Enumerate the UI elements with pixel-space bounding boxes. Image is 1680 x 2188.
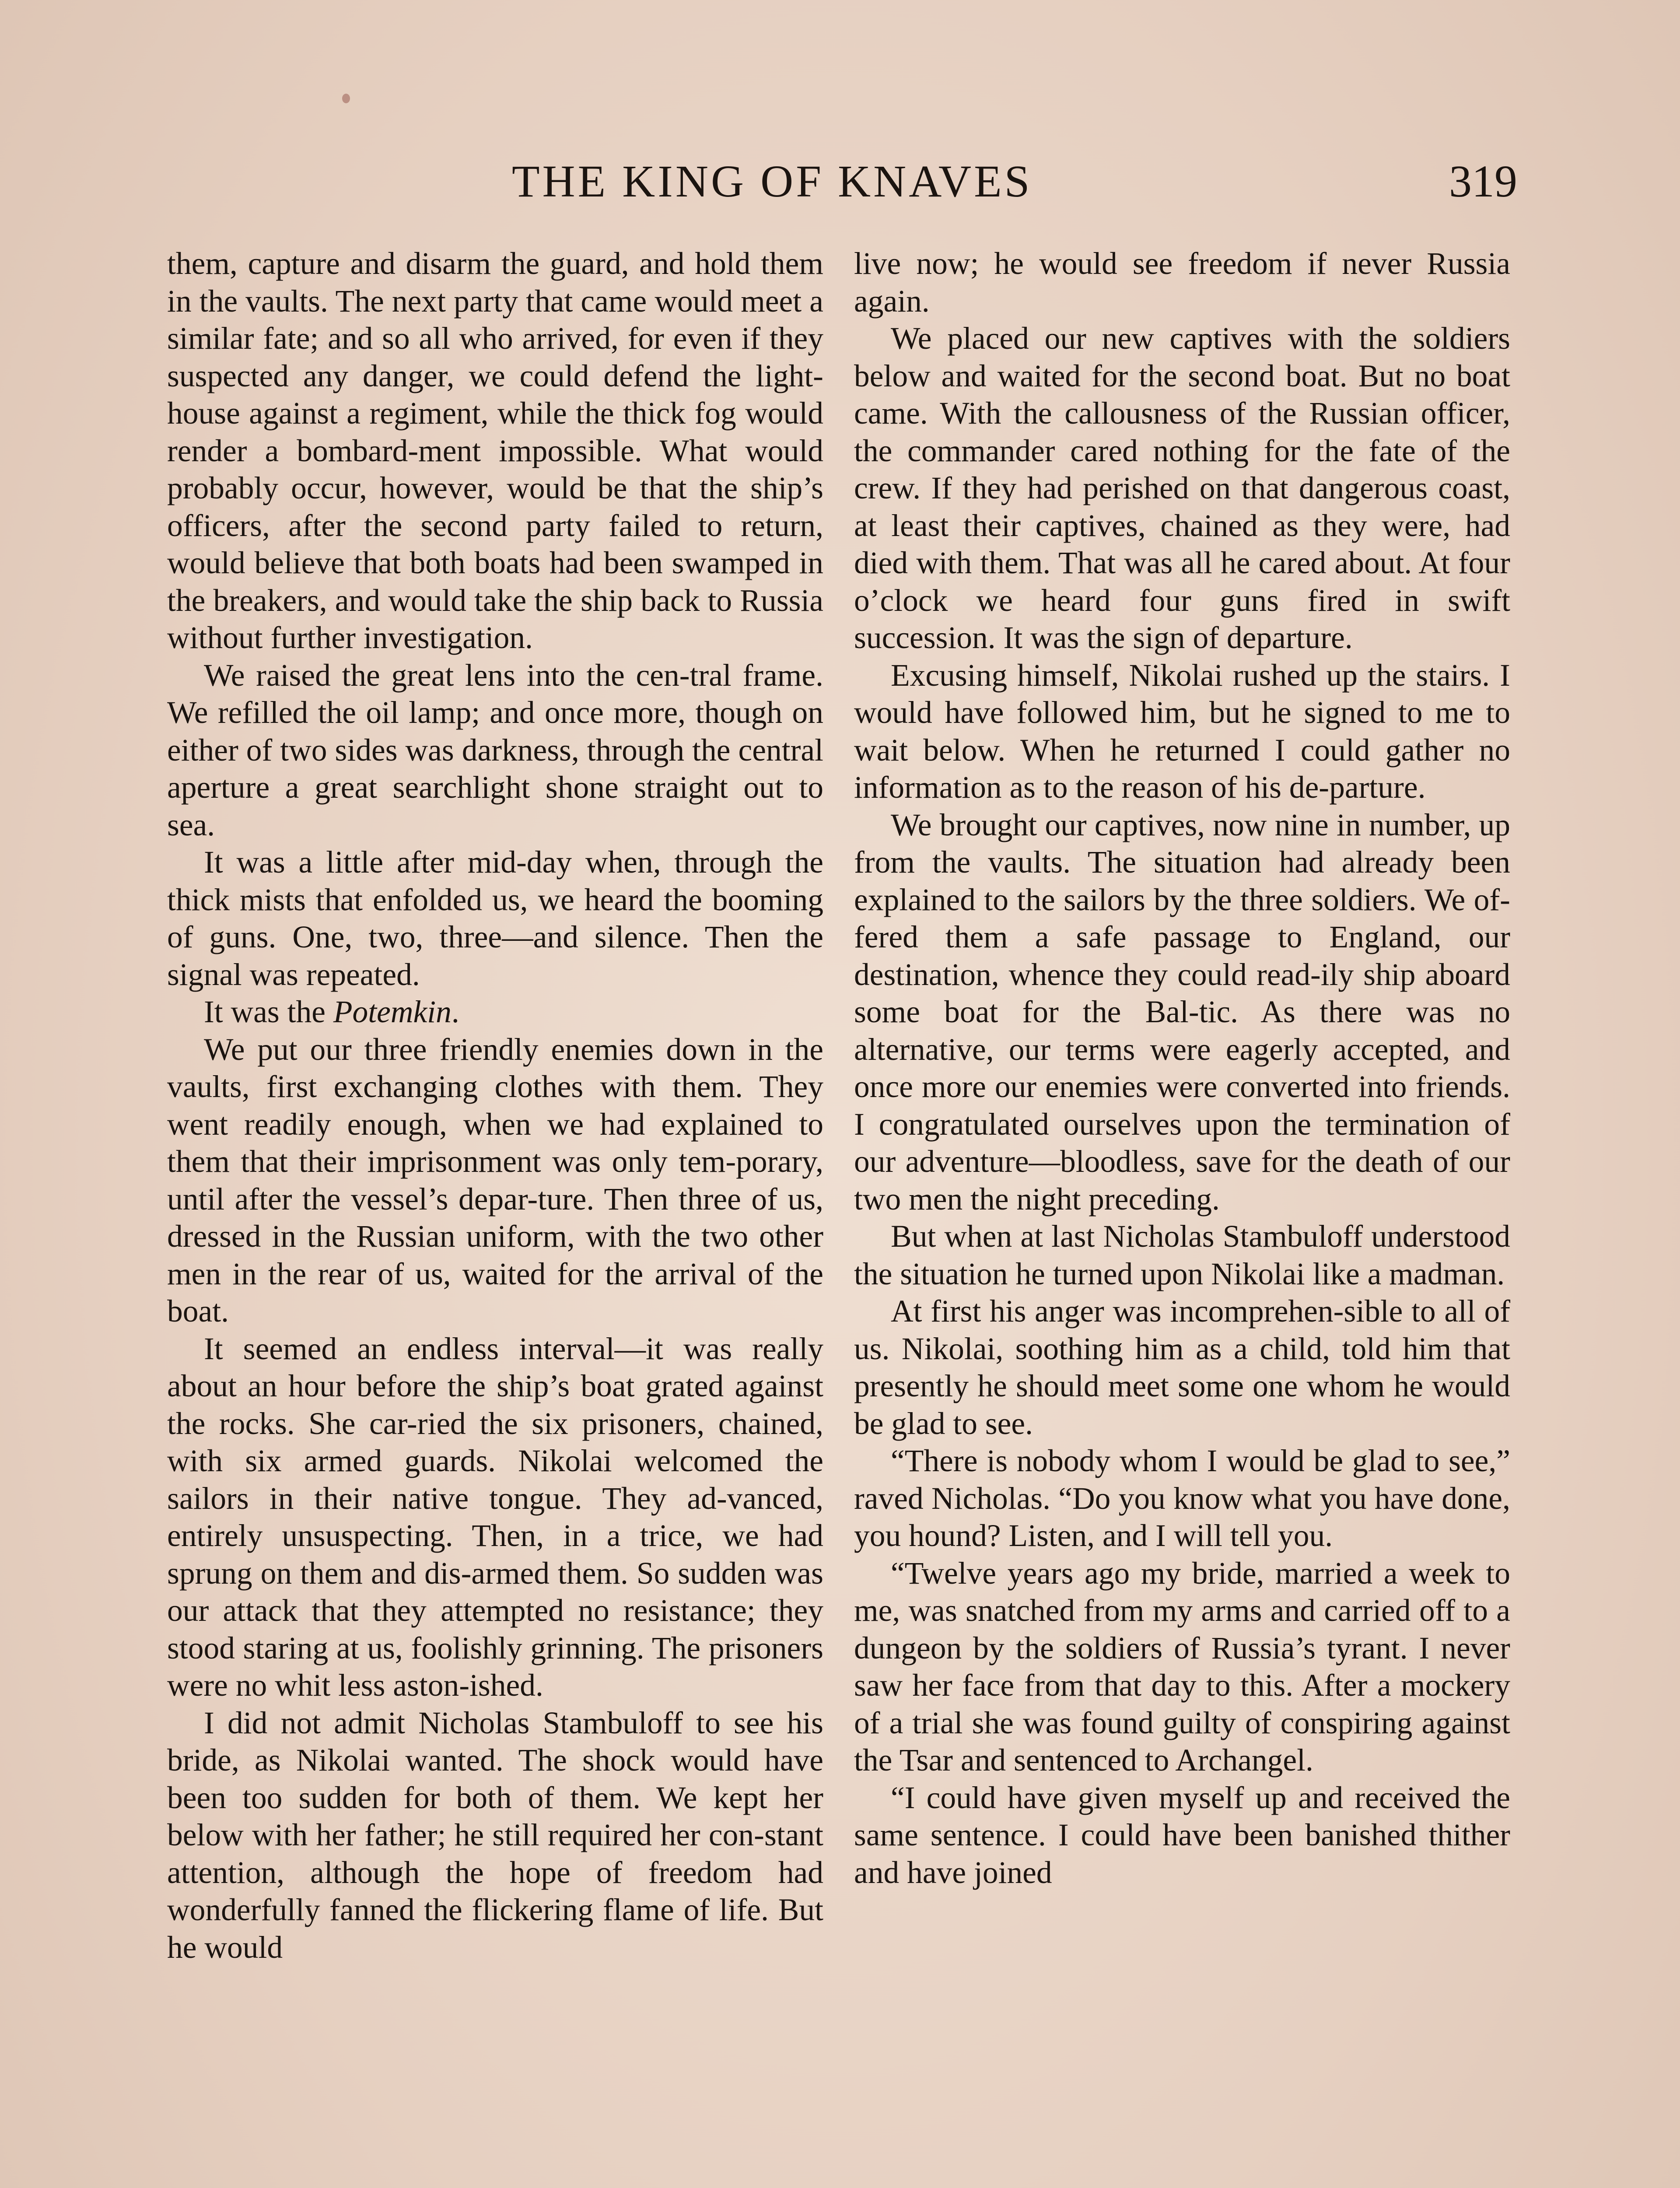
page-number: 319 (1449, 156, 1517, 207)
paragraph: At first his anger was incomprehen-sible to all of us. Nikolai, soothing him as a child, told him that presently he should meet some one whom he would be glad to see. (854, 1294, 1510, 1441)
paragraph: We placed our new captives with the soldiers below and waited for the second boat. But no boat came. With the callousness of the Russian officer, the commander cared nothing for the fate of the crew. If they had perished on that dangerous coast, at least their captives, chained as they were, had died with them. That was all he cared about. At four o’clock we heard four guns fired in swift succession. It was the sign of departure. (854, 321, 1510, 655)
paragraph: But when at last Nicholas Stambuloff understood the situation he turned upon Nikolai like a madman. (854, 1219, 1510, 1291)
paragraph: I did not admit Nicholas Stambuloff to see his bride, as Nikolai wanted. The shock would have been too sudden for both of them. We kept her below with her father; he still required her con-stant attention, although the hope of freedom had wonderfully fanned the flickering flame of life. But he would (167, 1705, 823, 1965)
paragraph: live now; he would see freedom if never Russia again. (854, 246, 1510, 319)
page-header (0, 155, 1680, 217)
paragraph: “Twelve years ago my bride, married a week to me, was snatched from my arms and carried off to a dungeon by the soldiers of Russia’s tyrant. I never saw her face from that day to this. After a mockery of a trial she was found guilty of conspiring against the Tsar and sentenced to Archangel. (854, 1556, 1510, 1778)
paragraph: It was a little after mid-day when, through the thick mists that enfolded us, we heard the booming of guns. One, two, three—and silence. Then the signal was repeated. (167, 845, 823, 992)
running-head: THE KING OF KNAVES (512, 156, 1032, 207)
paragraph: It seemed an endless interval—it was really about an hour before the ship’s boat grated against the rocks. She car-ried the six prisoners, chained, with six armed guards. Nikolai welcomed the sailors in their native tongue. They ad-vanced, entirely unsuspecting. Then, in a trice, we had sprung on them and dis-armed them. So sudden was our attack that they attempted no resistance; they stood staring at us, foolishly grinning. The prisoners were no whit less aston-ished. (167, 1331, 823, 1703)
paragraph: them, capture and disarm the guard, and hold them in the vaults. The next party that came would meet a similar fate; and so all who arrived, for even if they suspected any danger, we could defend the light-house against a regiment, while the thick fog would render a bombard-ment impossible. What would probably occur, however, would be that the ship’s officers, after the second party failed to return, would believe that both boats had been swamped in the breakers, and would take the ship back to Russia without further investigation. (167, 246, 823, 655)
paragraph: “There is nobody whom I would be glad to see,” raved Nicholas. “Do you know what you have done, you hound? Listen, and I will tell you. (854, 1444, 1510, 1553)
paragraph: We put our three friendly enemies down in the vaults, first exchanging clothes with them. They went readily enough, when we had explained to them that their imprisonment was only tem-porary, until after the vessel’s depar-ture. Then three of us, dressed in the Russian uniform, with the two other men in the rear of us, waited for the arrival of the boat. (167, 1032, 823, 1329)
paragraph-text: It was the (204, 995, 333, 1029)
paragraph (167, 993, 823, 1031)
paragraph: “I could have given myself up and received the same sentence. I could have been banished thither and have joined (854, 1780, 1510, 1890)
right-column (854, 245, 1510, 1891)
paragraph: Excusing himself, Nikolai rushed up the stairs. I would have followed him, but he signed to me to wait below. When he returned I could gather no information as to the reason of his de-parture. (854, 658, 1510, 805)
ink-smudge (342, 94, 350, 103)
paragraph: We raised the great lens into the cen-tral frame. We refilled the oil lamp; and once more, though on either of two sides was darkness, through the central aperture a great searchlight shone straight out to sea. (167, 658, 823, 842)
paragraph: We brought our captives, now nine in number, up from the vaults. The situation had already been explained to the sailors by the three soldiers. We of-fered them a safe passage to England, our destination, whence they could read-ily ship aboard some boat for the Bal-tic. As there was no alternative, our terms were eagerly accepted, and once more our enemies were converted into friends. I congratulated ourselves upon the termination of our adventure—bloodless, save for the death of our two men the night preceding. (854, 807, 1510, 1217)
paragraph-text: . (451, 995, 459, 1029)
left-column (167, 245, 823, 1966)
ship-name: Potemkin (333, 995, 452, 1029)
